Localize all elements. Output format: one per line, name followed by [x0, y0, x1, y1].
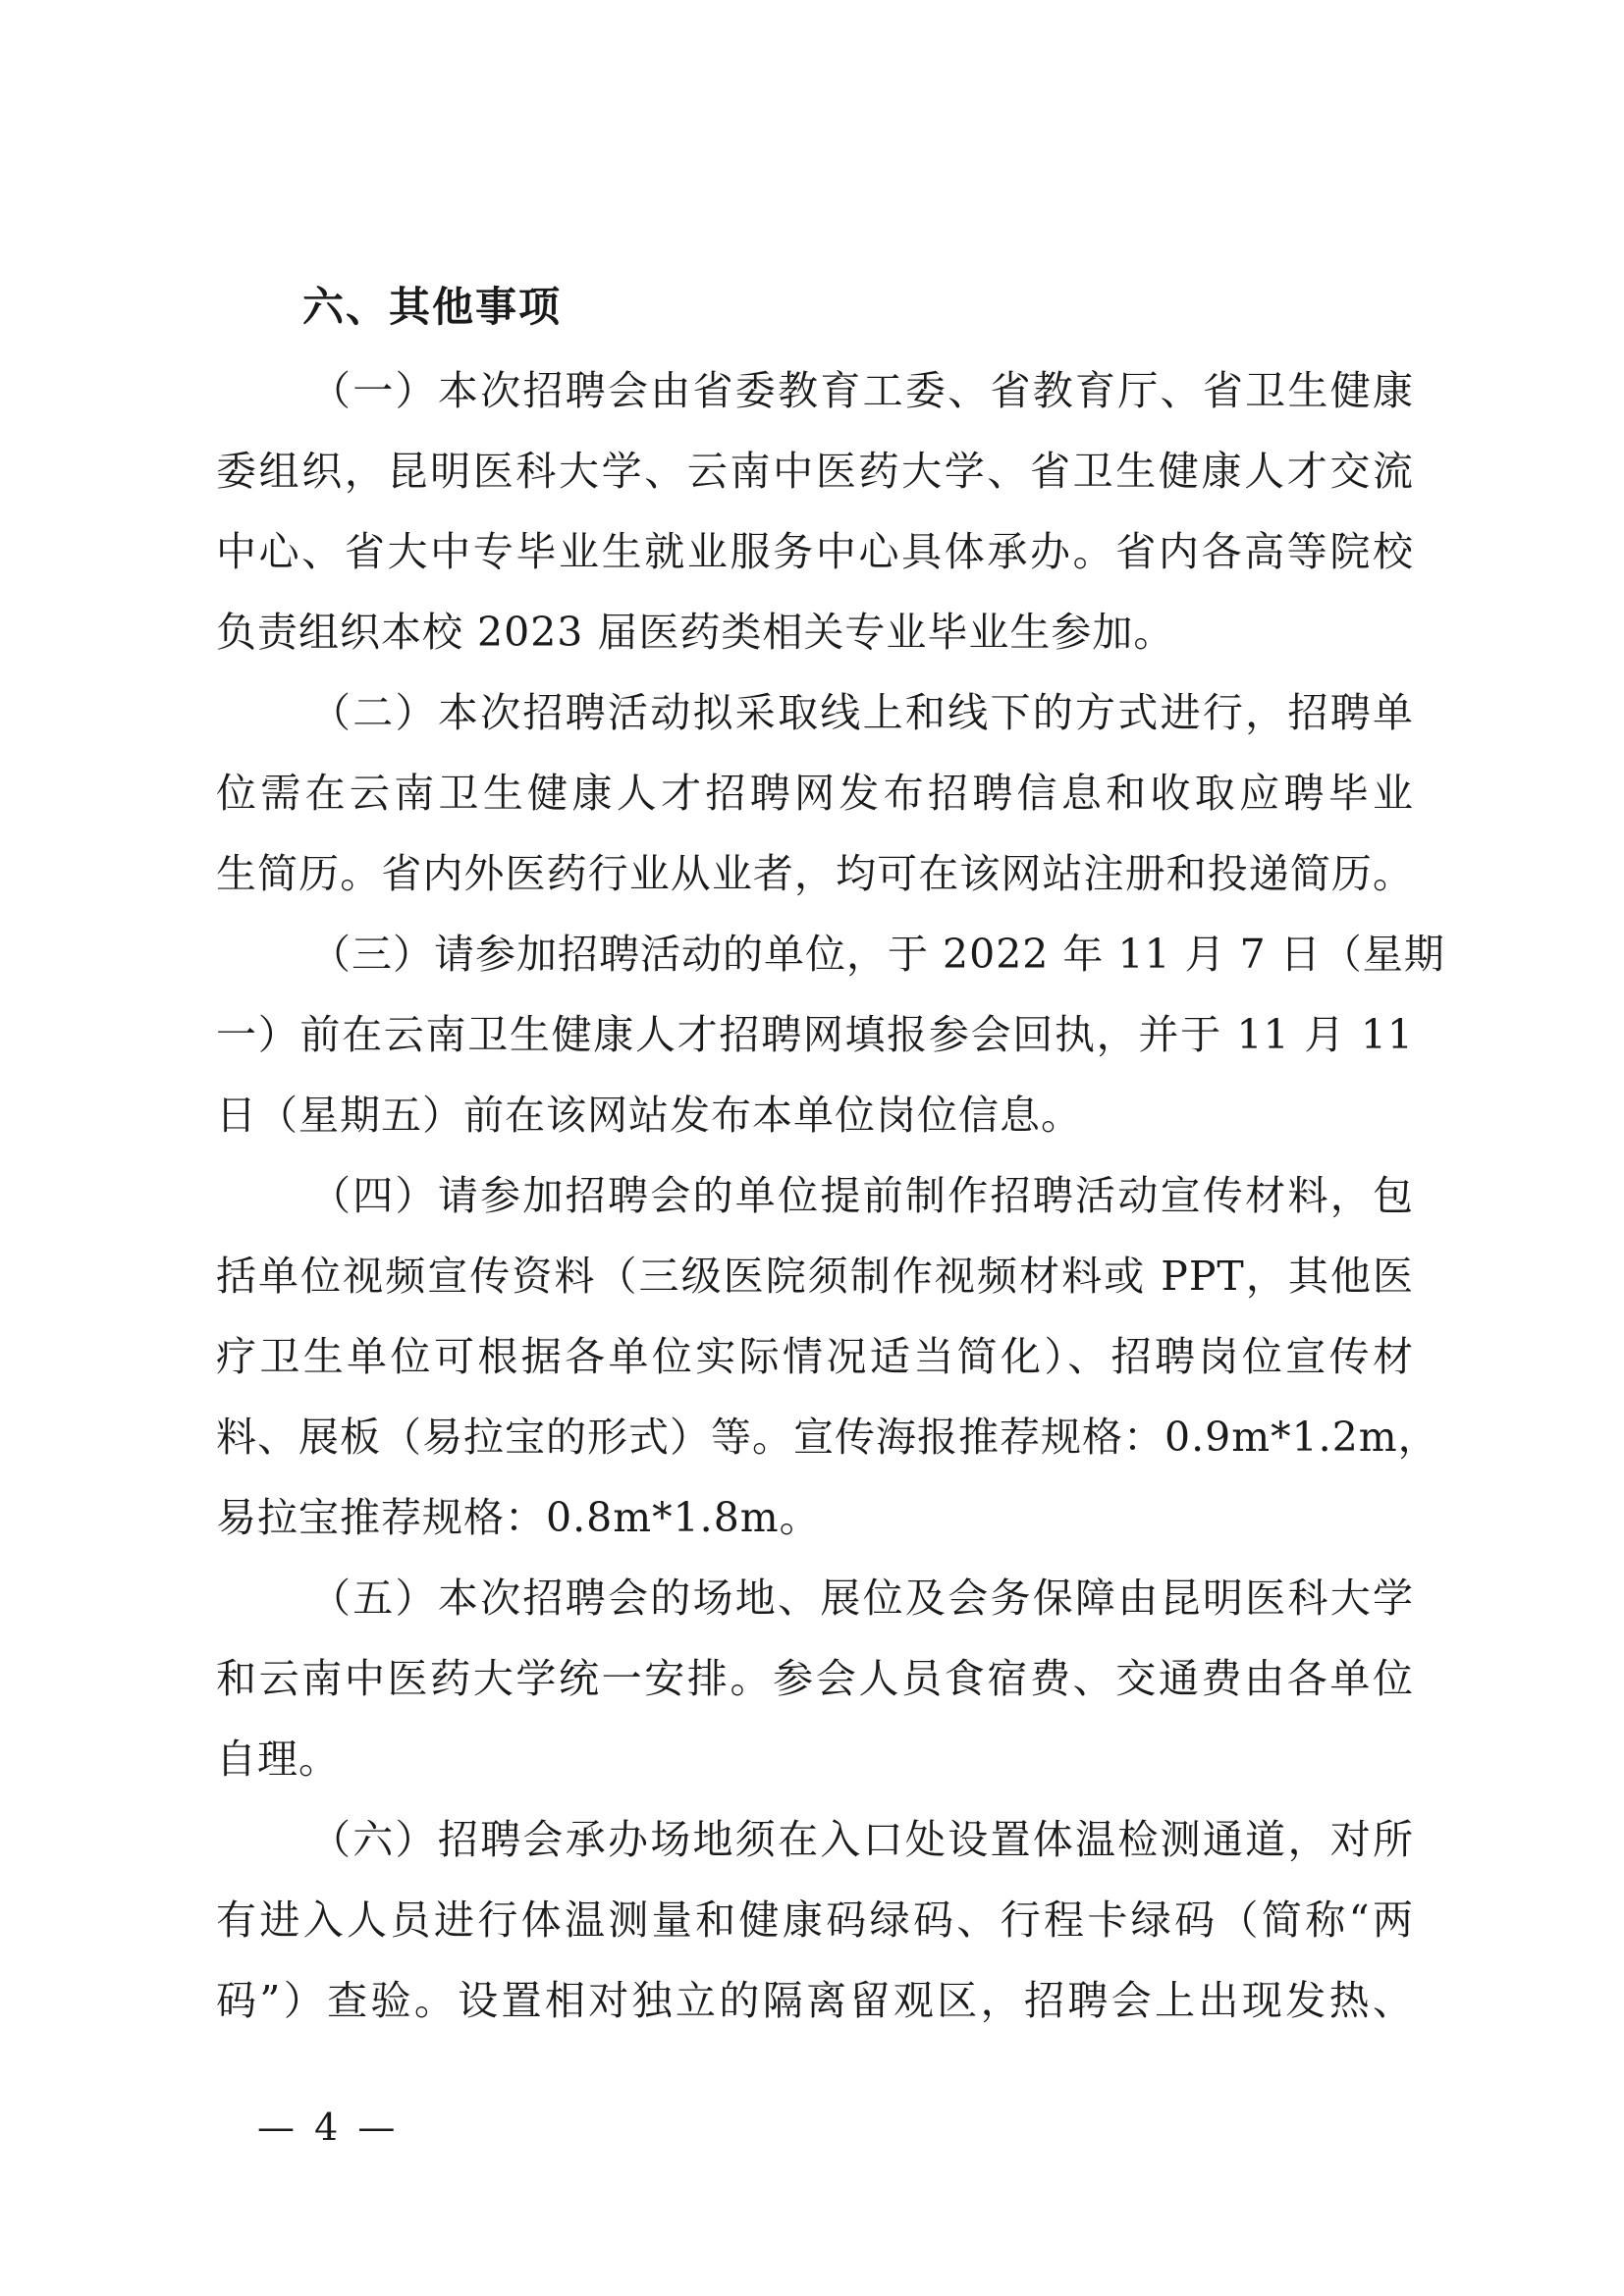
paragraph-3-line-3: 日（星期五）前在该网站发布本单位岗位信息。: [216, 1092, 1082, 1139]
paragraph-4-line-2: 括单位视频宣传资料（三级医院须制作视频材料或 PPT，其他医: [216, 1253, 1414, 1300]
page-number: — 4 —: [257, 2106, 400, 2149]
paragraph-3-line-2: 一）前在云南卫生健康人才招聘网填报参会回执，并于 11 月 11: [216, 1011, 1414, 1058]
paragraph-5-line-3: 自理。: [216, 1735, 340, 1783]
paragraph-2-line-2: 位需在云南卫生健康人才招聘网发布招聘信息和收取应聘毕业: [216, 770, 1414, 817]
paragraph-3-line-1: （三）请参加招聘活动的单位，于 2022 年 11 月 7 日（星期: [310, 931, 1445, 978]
paragraph-1-line-1: （一）本次招聘会由省委教育工委、省教育厅、省卫生健康: [310, 367, 1414, 414]
paragraph-2-line-1: （二）本次招聘活动拟采取线上和线下的方式进行，招聘单: [310, 689, 1414, 736]
paragraph-1-line-2: 委组织，昆明医科大学、云南中医药大学、省卫生健康人才交流: [216, 448, 1414, 495]
paragraph-6-line-3: 码”）查验。设置相对独立的隔离留观区，招聘会上出现发热、: [216, 1977, 1414, 2024]
section-heading: 六、其他事项: [302, 283, 563, 331]
paragraph-6-line-2: 有进入人员进行体温测量和健康码绿码、行程卡绿码（简称“两: [216, 1896, 1414, 1944]
paragraph-4-line-4: 料、展板（易拉宝的形式）等。宣传海报推荐规格：0.9m*1.2m，: [216, 1414, 1439, 1461]
paragraph-4-line-3: 疗卫生单位可根据各单位实际情况适当简化）、招聘岗位宣传材: [216, 1333, 1414, 1380]
paragraph-2-line-3: 生简历。省内外医药行业从业者，均可在该网站注册和投递简历。: [216, 850, 1414, 897]
paragraph-1-line-3: 中心、省大中专毕业生就业服务中心具体承办。省内各高等院校: [216, 528, 1414, 575]
paragraph-4-line-5: 易拉宝推荐规格：0.8m*1.8m。: [216, 1494, 821, 1541]
paragraph-1-line-4: 负责组织本校 2023 届医药类相关专业毕业生参加。: [216, 609, 1175, 656]
paragraph-5-line-1: （五）本次招聘会的场地、展位及会务保障由昆明医科大学: [310, 1575, 1414, 1622]
paragraph-5-line-2: 和云南中医药大学统一安排。参会人员食宿费、交通费由各单位: [216, 1655, 1414, 1702]
paragraph-4-line-1: （四）请参加招聘会的单位提前制作招聘活动宣传材料，包: [310, 1172, 1414, 1219]
paragraph-6-line-1: （六）招聘会承办场地须在入口处设置体温检测通道，对所: [310, 1816, 1414, 1863]
